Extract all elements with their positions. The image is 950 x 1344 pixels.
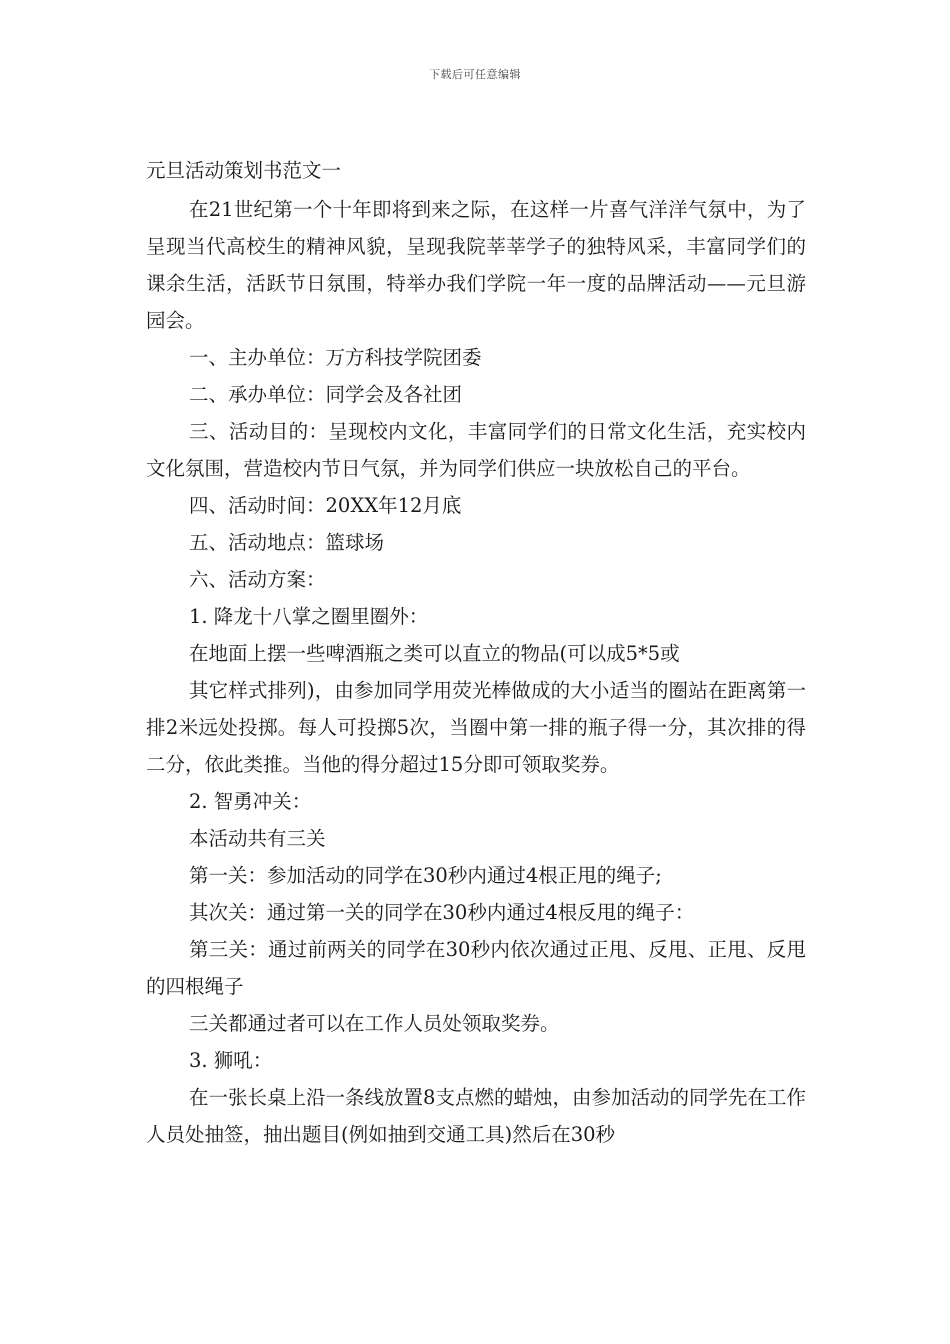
item2-intro: 本活动共有三关 (189, 827, 326, 850)
item3-title: 3. 狮吼： (189, 1049, 273, 1072)
item2-reward: 三关都通过者可以在工作人员处领取奖券。 (189, 1012, 560, 1035)
co-organizer-line: 二、承办单位：同学会及各社团 (189, 383, 463, 406)
item2-title: 2. 智勇冲关： (189, 790, 312, 813)
time-line: 四、活动时间：20XX年12月底 (189, 494, 462, 517)
page-header: 下载后可任意编辑 (429, 68, 521, 81)
document-title: 元旦活动策划书范文一 (146, 159, 342, 182)
organizer-line: 一、主办单位：万方科技学院团委 (189, 346, 482, 369)
item3-text: 在一张长桌上沿一条线放置8支点燃的蜡烛，由参加活动的同学先在工作人员处抽签，抽出题目(例如抽到交通工具)然后在30秒 (146, 1086, 806, 1146)
plan-heading: 六、活动方案： (189, 568, 326, 591)
location-line: 五、活动地点：篮球场 (189, 531, 385, 554)
item1-line2: 其它样式排列)，由参加同学用荧光棒做成的大小适当的圈站在距离第一排2米远处投掷。每人可投掷5次，当圈中第一排的瓶子得一分，其次排的得二分，依此类推。当他的得分超过15分即可领取奖券。 (146, 679, 806, 776)
item2-level2: 其次关：通过第一关的同学在30秒内通过4根反甩的绳子： (189, 901, 695, 924)
intro-paragraph: 在21世纪第一个十年即将到来之际，在这样一片喜气洋洋气氛中，为了呈现当代高校生的精神风貌，呈现我院莘莘学子的独特风采，丰富同学们的课余生活，活跃节日氛围，特举办我们学院一年一度的品牌活动——元旦游园会。 (146, 198, 806, 332)
item1-line1: 在地面上摆一些啤酒瓶之类可以直立的物品(可以成5*5或 (189, 642, 680, 665)
purpose-paragraph: 三、活动目的：呈现校内文化，丰富同学们的日常文化生活，充实校内文化氛围，营造校内节日气氛，并为同学们供应一块放松自己的平台。 (146, 420, 806, 480)
item2-level3: 第三关：通过前两关的同学在30秒内依次通过正甩、反甩、正甩、反甩的四根绳子 (146, 938, 806, 998)
item1-title: 1. 降龙十八掌之圈里圈外： (189, 605, 429, 628)
document-body (146, 155, 806, 1153)
item2-level1: 第一关：参加活动的同学在30秒内通过4根正甩的绳子; (189, 864, 662, 887)
